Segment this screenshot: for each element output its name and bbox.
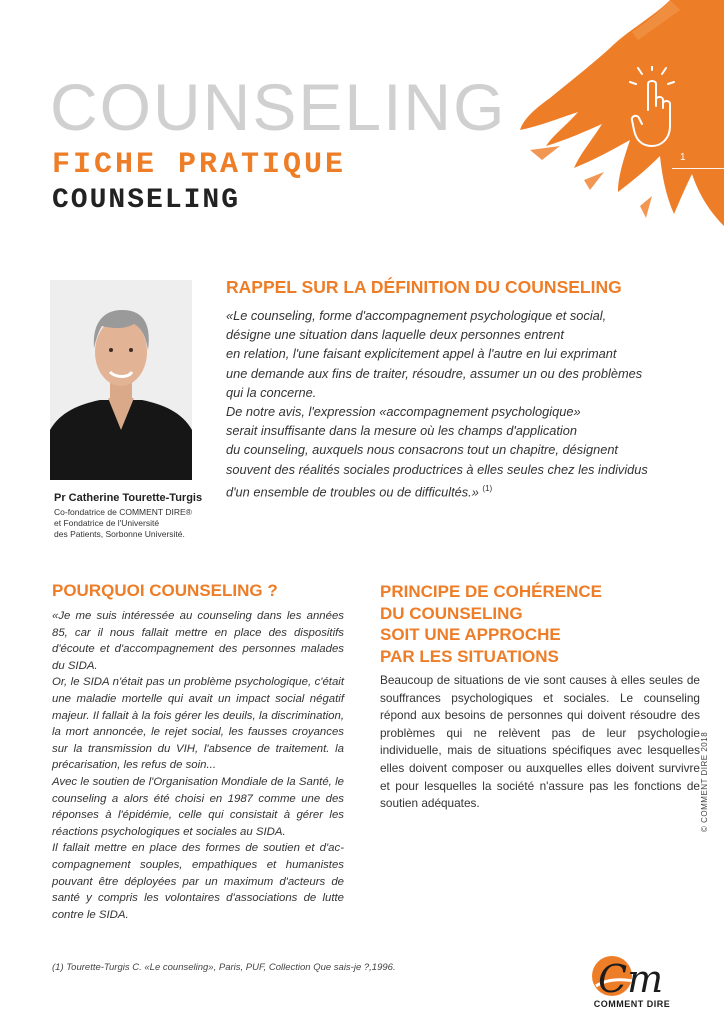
footnote-reference: (1) (482, 483, 493, 493)
fiche-pratique-title: FICHE PRATIQUE (52, 148, 347, 182)
footnote: (1) Tourette-Turgis C. «Le counseling», Paris, PUF, Collection Que sais-je ?,1996. (52, 962, 396, 973)
author-role (54, 507, 204, 540)
definition-quote (226, 306, 696, 501)
principe-heading (380, 581, 680, 667)
pourquoi-paragraph: «Je me suis intéressée au counseling dans les années 85, car il nous fallait mettre en place des dispositifs d'écoute et d'accompagnement des personnes malades du SIDA. (52, 610, 344, 672)
definition-line-last (226, 479, 696, 501)
principe-heading-line: DU COUNSELING (380, 603, 523, 623)
logo-monogram: Cm (598, 957, 664, 1001)
definition-heading: RAPPEL SUR LA DÉFINITION DU COUNSELING (226, 277, 622, 297)
page-number-divider (672, 168, 724, 169)
page-number: 1 (680, 152, 686, 163)
hand-pointer-icon (628, 66, 676, 150)
pourquoi-heading: POURQUOI COUNSELING ? (52, 581, 278, 600)
definition-line: «Le counseling, forme d'accompagnement psychologique et social, (226, 308, 607, 323)
author-role-line: des Patients, Sorbonne Université. (54, 529, 185, 539)
definition-line: en relation, l'une faisant explicitement appel à l'autre en lui exprimant (226, 346, 617, 362)
definition-line: désigne une situation dans laquelle deux personnes entrent (226, 327, 564, 343)
big-title: COUNSELING (50, 70, 507, 144)
logo-text: COMMENT DIRE (593, 999, 671, 1009)
copyright-notice (700, 732, 709, 832)
orange-paint-splash (520, 0, 724, 240)
principe-heading-line: SOIT UNE APPROCHE (380, 625, 561, 644)
copyright-text: © COMMENT DIRE 2018 (700, 731, 709, 832)
principe-heading-line: PAR LES SITUATIONS (380, 646, 559, 666)
definition-line: qui la concerne. (226, 384, 317, 400)
definition-line: du counseling, auxquels nous consacrons tout un chapitre, désignent (226, 442, 618, 458)
definition-line: souvent des réalités sociales productrices à elles seules chez les individus (226, 461, 648, 477)
pourquoi-paragraph: Il fallait mettre en place des formes de soutien et d'ac-compagnement souples, empathiques et humanistes pouvant être déployées par un maximum d'acteurs de santé y compris les volontaires d'associations de lutte contre le SIDA. (52, 842, 344, 921)
principe-text: Beaucoup de situations de vie sont causes à elles seules de souffrances psychologiques et sociales. Le counseling répond aux besoins de personnes qui doivent résoudre des problèmes qui ne relèvent pas de leur psychologie individuelle, mais de situations spécifiques avec lesquelles elles doivent composer ou auxquelles elles doivent survivre et pour lesquelles la société n'assure pas les fonctions de soutien adéquates. (380, 673, 700, 811)
document-subtitle: COUNSELING (52, 185, 241, 216)
definition-line: serait insuffisante dans la mesure où les champs d'application (226, 423, 577, 439)
author-name: Pr Catherine Tourette-Turgis (54, 492, 203, 504)
definition-line: De notre avis, l'expression «accompagnement psychologique» (226, 404, 581, 420)
pourquoi-paragraph: Or, le SIDA n'était pas un problème psychologique, c'était une maladie mortelle qui avait un impact social négatif majeur. Il fallait à la fois gérer les deuils, la discrimination, la mort annoncée, le rejet social, les fausses croyances sur la transmission du VIH, l'absence de traitement. la précarisation, les refus de soin... (52, 676, 344, 772)
definition-line: une demande aux fins de traiter, résoudre, assumer un ou des problèmes (226, 365, 643, 381)
author-portrait (50, 280, 192, 480)
author-role-line: Co-fondatrice de COMMENT DIRE® (54, 507, 192, 517)
definition-line: d'un ensemble de troubles ou de difficultés.» (226, 484, 479, 500)
author-role-line: et Fondatrice de l'Université (54, 518, 160, 528)
pourquoi-text (52, 608, 344, 923)
principe-heading-line: PRINCIPE DE COHÉRENCE (380, 582, 602, 601)
pourquoi-paragraph: Avec le soutien de l'Organisation Mondiale de la Santé, le counseling a alors été choisi en 1987 comme une des réponses à l'épidémie, celle qui consistait à gérer les réactions psychologiques et sociales au SIDA. (52, 775, 344, 838)
